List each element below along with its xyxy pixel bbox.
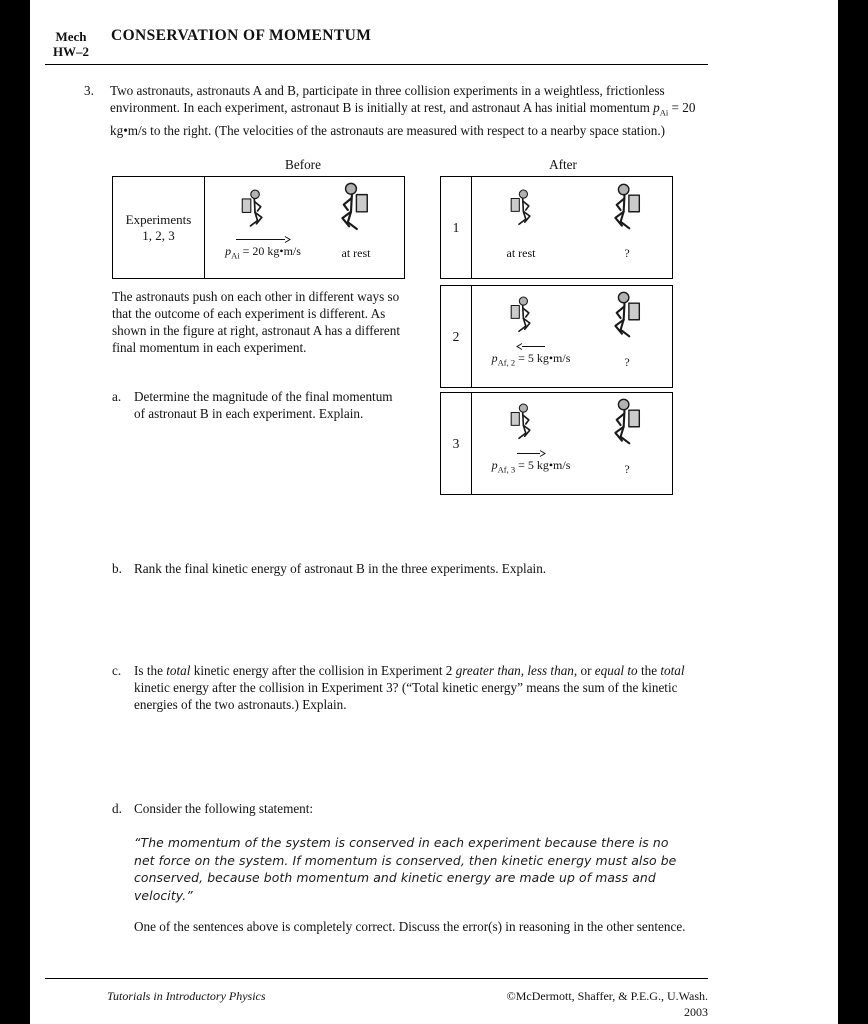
astronaut-b-figure bbox=[610, 398, 646, 452]
part-a-label: a. bbox=[112, 389, 122, 404]
after-box-3 bbox=[440, 392, 673, 495]
momentum-a-final-2-label: $p_{Af, 2} = 5$ kg•m/s bbox=[472, 342, 590, 369]
footer-year: 2003 bbox=[684, 1005, 708, 1019]
b-unknown-label: ? bbox=[624, 355, 630, 369]
experiments-numbers: 1, 2, 3 bbox=[142, 227, 175, 243]
b-unknown-label: ? bbox=[624, 462, 630, 476]
course-label bbox=[40, 29, 102, 59]
part-c-text: Is the total kinetic energy after the collision in Experiment 2 greater than, less than, or equal to the total kinetic energy after the collision in Experiment 3? (“Total kinetic energy” means the sum of the kinetic energies of the two astronauts.) Explain. bbox=[134, 663, 685, 712]
intro-text-1: Two astronauts, astronauts A and B, participate in three collision experiments in a weightless, frictionless environment. In each experiment, astronaut B is initially at rest, and astronaut A has initial momentum bbox=[110, 83, 665, 115]
push-paragraph: The astronauts push on each other in different ways so that the outcome of each experiment is different. As shown in the figure at right, astronaut A has a different final momentum in each experiment. bbox=[112, 289, 400, 355]
a-at-rest-label: at rest bbox=[506, 246, 536, 260]
course-name: Mech bbox=[55, 29, 87, 44]
b-unknown-label: ? bbox=[624, 246, 630, 260]
right-black-border bbox=[838, 0, 868, 1024]
before-figure-area bbox=[205, 177, 404, 278]
astronaut-b-figure bbox=[610, 183, 646, 237]
momentum-variable: p bbox=[653, 100, 660, 115]
page-title: CONSERVATION OF MOMENTUM bbox=[111, 27, 372, 44]
before-figure-box bbox=[112, 176, 405, 279]
hw-number: HW–2 bbox=[52, 44, 90, 59]
part-d-text: Consider the following statement: bbox=[134, 801, 314, 816]
after-2-figure-area bbox=[472, 286, 672, 387]
left-black-border bbox=[0, 0, 30, 1024]
footer-copyright-line: ©McDermott, Shaffer, & P.E.G., U.Wash. bbox=[506, 989, 708, 1003]
experiment-1-number: 1 bbox=[441, 177, 472, 278]
part-d-followup: One of the sentences above is completely correct. Discuss the error(s) in reasoning in the other sentence. bbox=[134, 919, 686, 934]
momentum-arrow-left-icon bbox=[516, 342, 546, 351]
after-3-figure-area bbox=[472, 393, 672, 494]
before-label: Before bbox=[285, 157, 321, 172]
b-at-rest-label: at rest bbox=[341, 246, 371, 260]
after-1-figure-area bbox=[472, 177, 672, 278]
astronaut-a-figure bbox=[506, 189, 534, 231]
experiment-3-number: 3 bbox=[441, 393, 472, 494]
part-c-label: c. bbox=[112, 663, 122, 678]
astronaut-b-figure bbox=[610, 291, 646, 345]
footer-copyright bbox=[400, 988, 708, 1020]
astronaut-a-figure bbox=[237, 189, 266, 233]
problem-intro bbox=[110, 82, 720, 139]
momentum-arrow-right-icon bbox=[235, 235, 291, 244]
momentum-a-initial-label: $p_{Ai} = 20$ kg•m/s bbox=[207, 235, 319, 262]
student-statement-quote: “The momentum of the system is conserved in each experiment because there is no net force on the system. If momentum is conserved, then kinetic energy must also be conserved, because both momentum and kinetic energy are made up of mass and velocity.” bbox=[134, 835, 677, 903]
experiments-label: Experiments bbox=[125, 211, 192, 227]
problem-number: 3. bbox=[84, 83, 94, 98]
footer-book-title: Tutorials in Introductory Physics bbox=[107, 989, 266, 1003]
part-b-label: b. bbox=[112, 561, 122, 576]
experiment-2-number: 2 bbox=[441, 286, 472, 387]
part-b-text: Rank the final kinetic energy of astronaut B in the three experiments. Explain. bbox=[134, 561, 547, 576]
part-a-text: Determine the magnitude of the final momentum of astronaut B in each experiment. Explain. bbox=[134, 389, 393, 421]
part-d-label: d. bbox=[112, 801, 122, 816]
header-rule bbox=[45, 64, 708, 65]
momentum-subscript: Ai bbox=[659, 107, 669, 118]
intro-text-2: = 20 kg•m/s to the right. (The velocities of the astronauts are measured with respect to a nearby space station.) bbox=[110, 100, 696, 138]
astronaut-b-figure bbox=[337, 182, 374, 238]
astronaut-a-figure bbox=[506, 403, 534, 445]
astronaut-a-figure bbox=[506, 296, 534, 338]
after-box-2 bbox=[440, 285, 673, 388]
after-box-1 bbox=[440, 176, 673, 279]
momentum-a-final-3-label: $p_{Af, 3} = 5$ kg•m/s bbox=[472, 449, 590, 476]
after-label: After bbox=[549, 157, 577, 172]
footer-rule bbox=[45, 978, 708, 979]
momentum-arrow-right-icon bbox=[516, 449, 546, 458]
experiments-cell bbox=[113, 177, 205, 278]
